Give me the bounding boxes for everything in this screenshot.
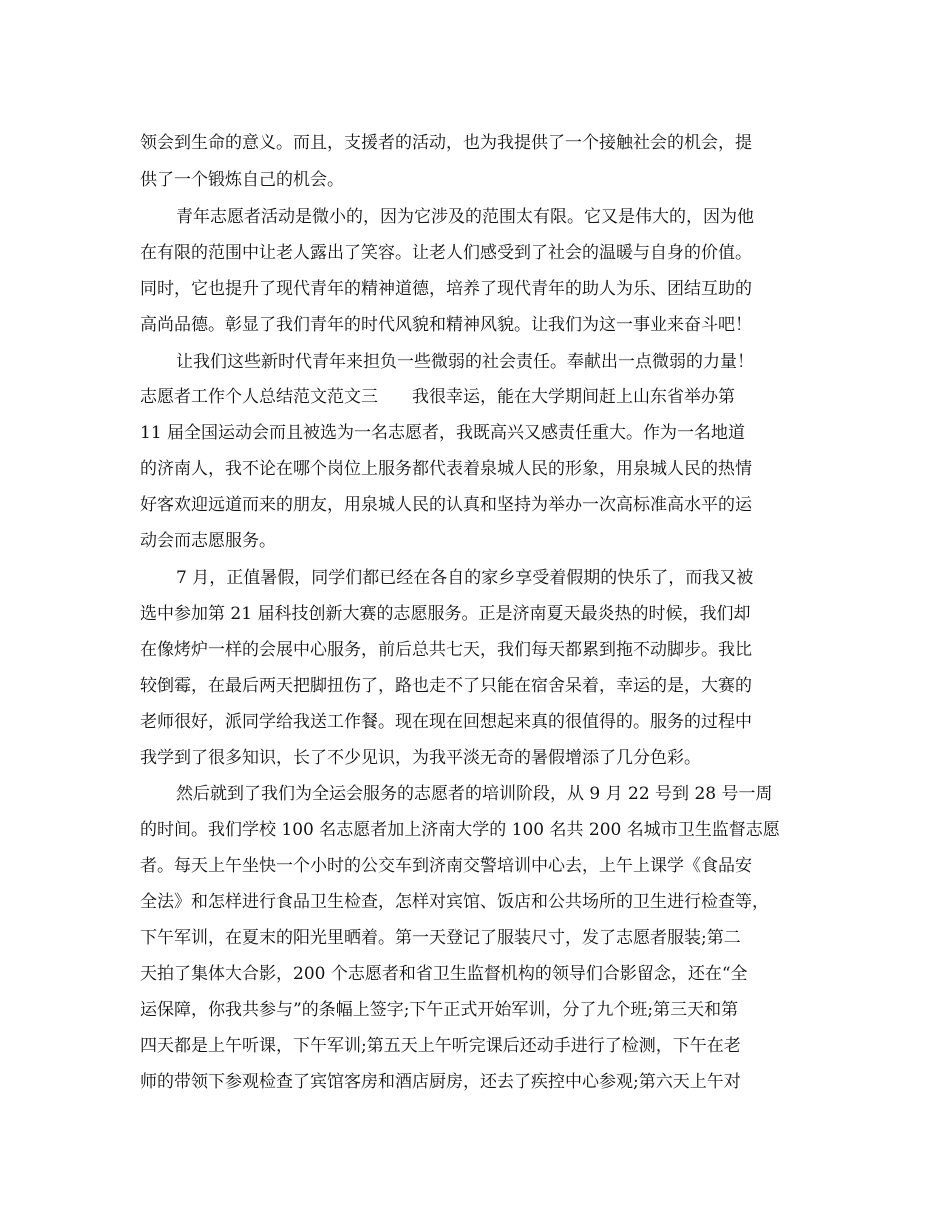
text-line: 7 月，正值暑假，同学们都已经在各自的家乡享受着假期的快乐了，而我又被 [176,568,754,588]
text-line: 在像烤炉一样的会展中心服务，前后总共七天，我们每天都累到拖不动脚步。我比 [140,640,752,660]
text-line: 然后就到了我们为全运会服务的志愿者的培训阶段，从 9 月 22 号到 28 号一周 [176,784,773,804]
text-line: 领会到生命的意义。而且，支援者的活动，也为我提供了一个接触社会的机会，提 [140,133,752,153]
text-line: 青年志愿者活动是微小的，因为它涉及的范围太有限。它又是伟大的，因为他 [176,207,754,227]
text-line: 让我们这些新时代青年来担负一些微弱的社会责任。奉献出一点微弱的力量！ [176,352,754,372]
text-line: 高尚品德。彰显了我们青年的时代风貌和精神风貌。让我们为这一事业来奋斗吧！ [140,315,752,335]
text-line: 者。每天上午坐快一个小时的公交车到济南交警培训中心去，上午上课学《食品安 [140,856,752,876]
text-line: 四天都是上午听课，下午军训;第五天上午听完课后还动手进行了检测，下午在老 [140,1036,741,1056]
text-line: 我学到了很多知识，长了不少见识，为我平淡无奇的暑假增添了几分色彩。 [140,748,701,768]
text-line: 动会而志愿服务。 [140,531,276,551]
text-line: 在有限的范围中让老人露出了笑容。让老人们感受到了社会的温暖与自身的价值。 [140,243,752,263]
text-line: 天拍了集体大合影，200 个志愿者和省卫生监督机构的领导们合影留念，还在“全 [140,964,748,984]
text-line: 同时，它也提升了现代青年的精神道德，培养了现代青年的助人为乐、团结互助的 [140,279,752,299]
text-line: 运保障，你我共参与”的条幅上签字;下午正式开始军训，分了九个班;第三天和第 [140,1000,739,1020]
text-line: 较倒霉，在最后两天把脚扭伤了，路也走不了只能在宿舍呆着，幸运的是，大赛的 [140,676,752,696]
text-line: 志愿者工作个人总结范文范文三 我很幸运，能在大学期间赶上山东省举办第 [140,387,735,407]
text-line: 老师很好，派同学给我送工作餐。现在现在回想起来真的很值得的。服务的过程中 [140,712,752,732]
text-line: 师的带领下参观检查了宾馆客房和酒店厨房，还去了疾控中心参观;第六天上午对 [140,1072,741,1092]
text-line: 11 届全国运动会而且被选为一名志愿者，我既高兴又感责任重大。作为一名地道 [140,423,746,443]
text-line: 的济南人，我不论在哪个岗位上服务都代表着泉城人民的形象，用泉城人民的热情 [140,459,752,479]
text-line: 的时间。我们学校 100 名志愿者加上济南大学的 100 名共 200 名城市卫生监督志愿 [140,820,780,840]
text-line: 全法》和怎样进行食品卫生检查，怎样对宾馆、饭店和公共场所的卫生进行检查等， [140,892,769,912]
text-line: 下午军训，在夏末的阳光里晒着。第一天登记了服装尺寸，发了志愿者服装;第二 [140,928,741,948]
text-line: 选中参加第 21 届科技创新大赛的志愿服务。正是济南夏天最炎热的时候，我们却 [140,604,751,624]
text-line: 供了一个锻炼自己的机会。 [140,170,344,190]
text-line: 好客欢迎远道而来的朋友，用泉城人民的认真和坚持为举办一次高标准高水平的运 [140,495,752,515]
